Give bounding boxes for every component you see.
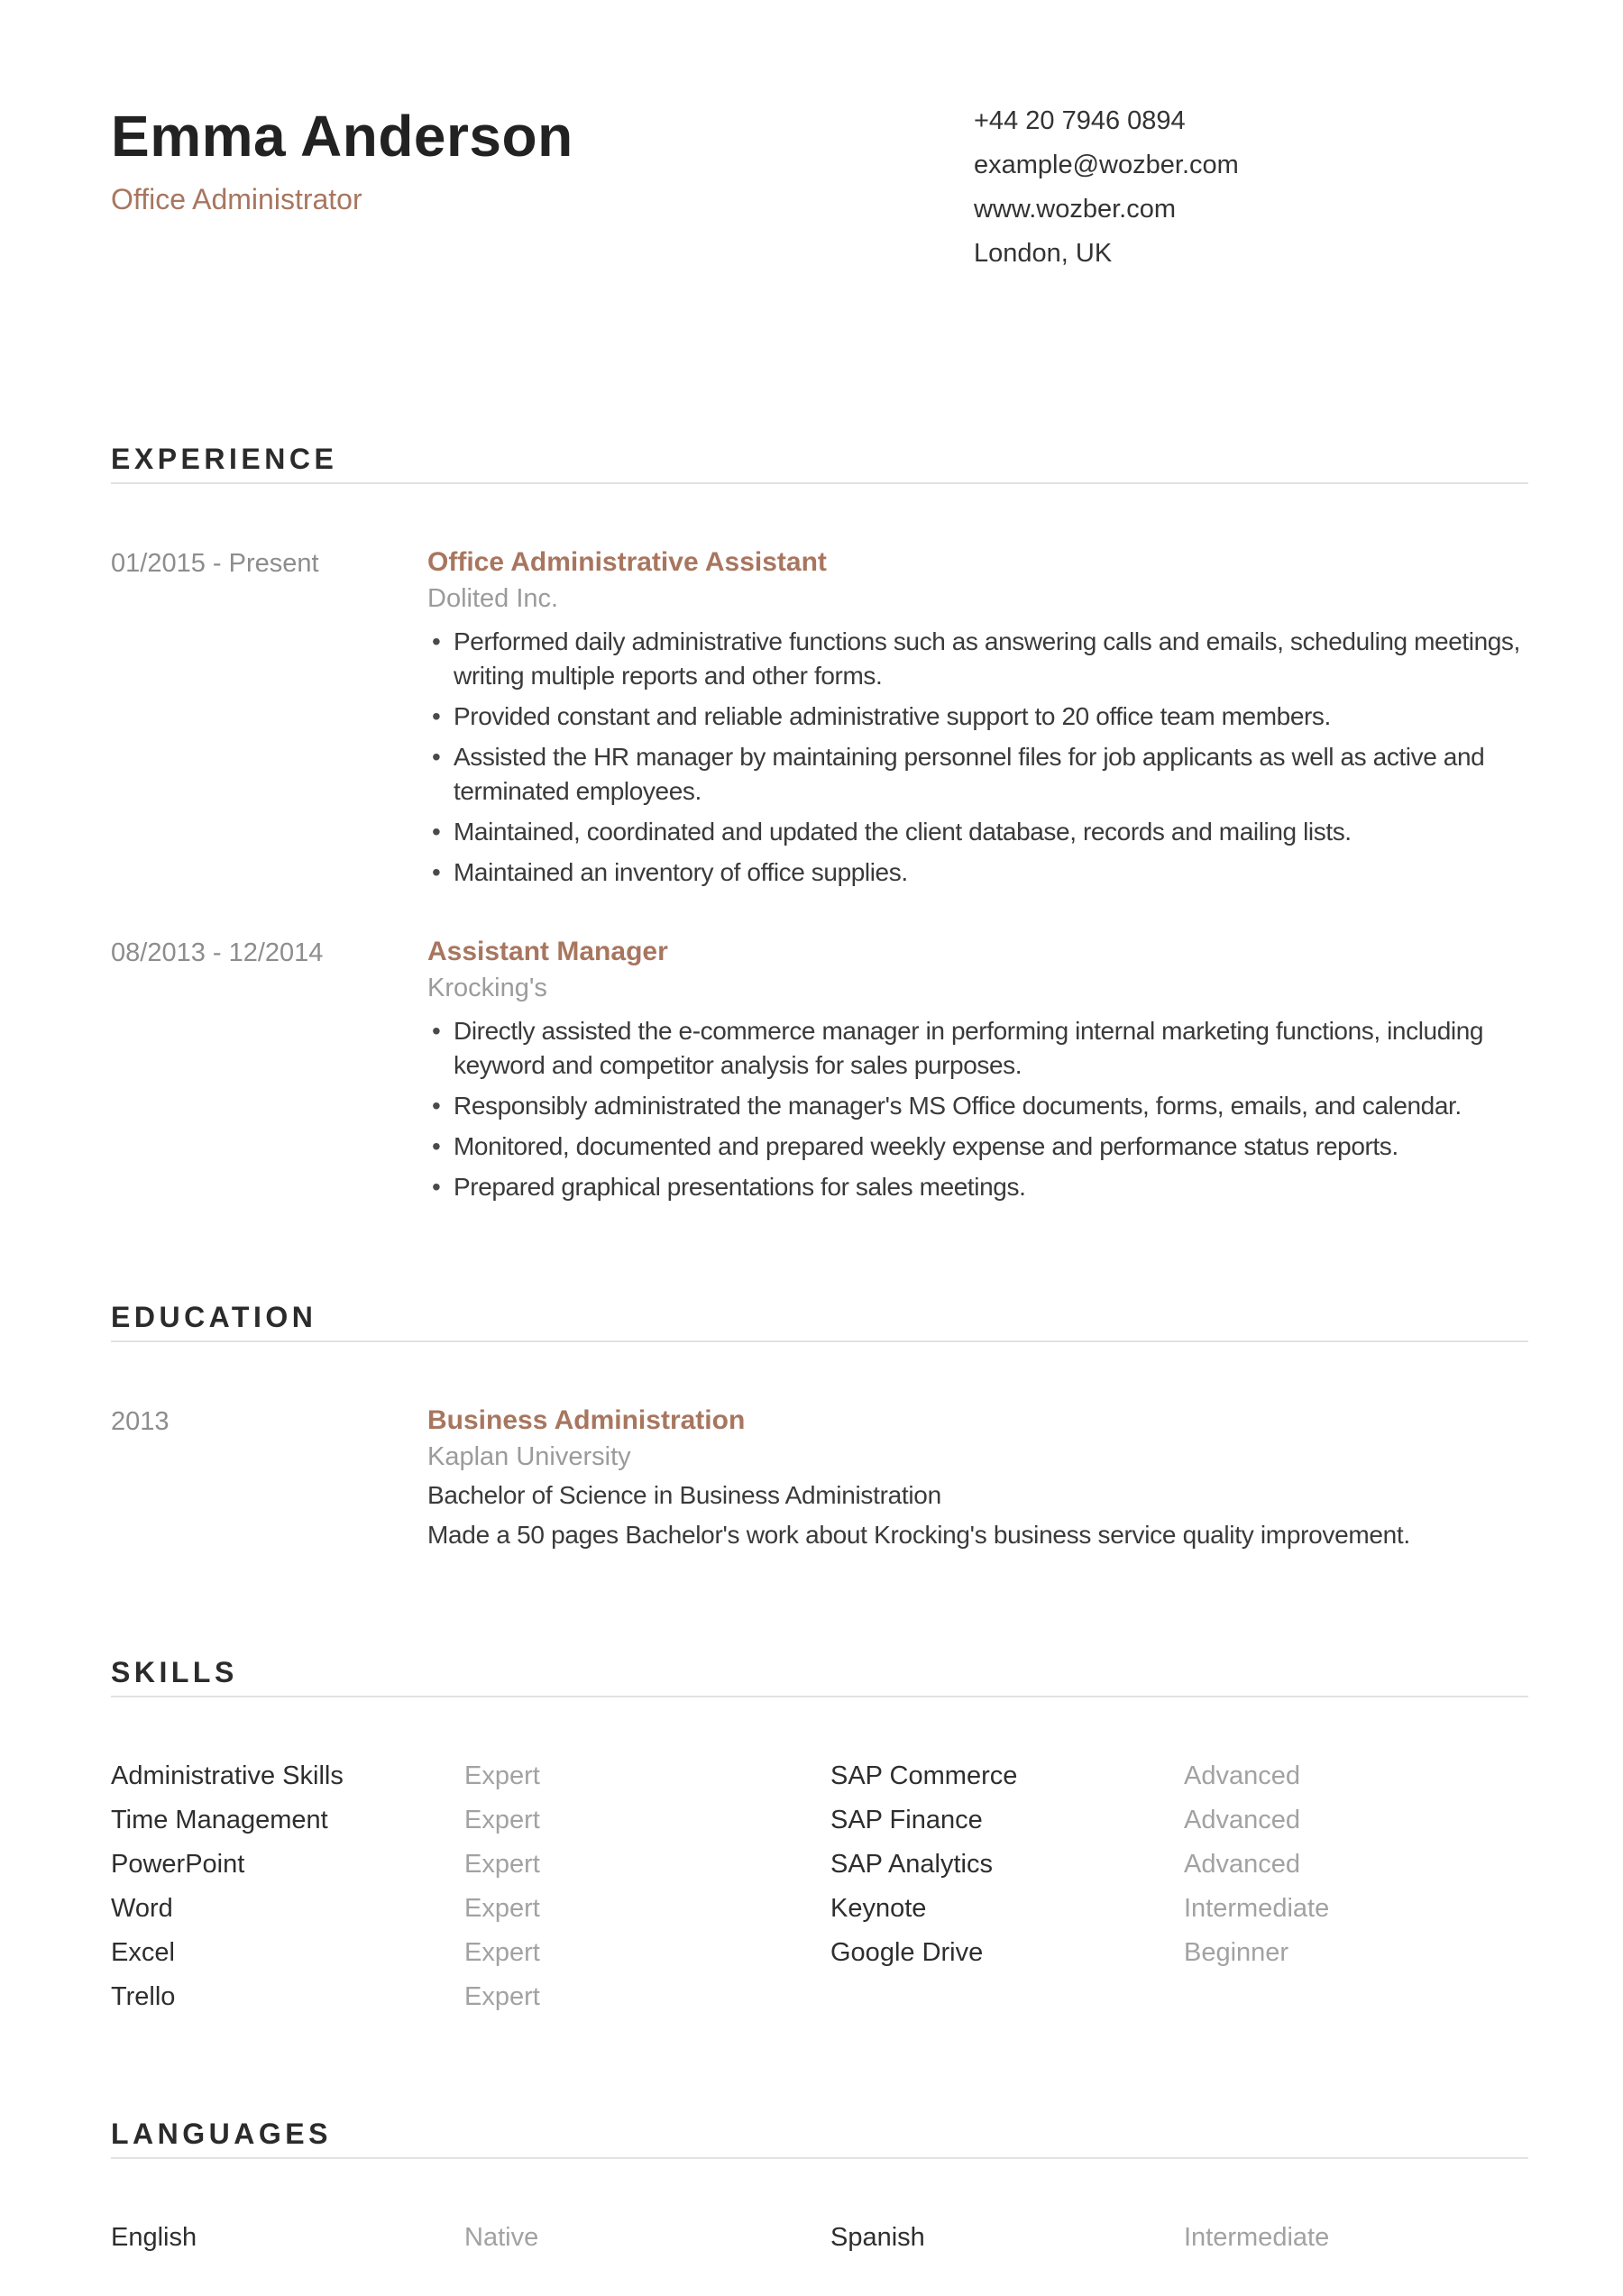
languages-heading: LANGUAGES: [111, 2118, 332, 2151]
skills-heading: SKILLS: [111, 1656, 238, 1689]
contact-location: London, UK: [974, 239, 1113, 268]
section-divider: [111, 2157, 1528, 2159]
entry-bullet: • Monitored, documented and prepared weekly expense and performance status reports.: [427, 1130, 1528, 1164]
resume-header: [111, 0, 1528, 268]
education-heading: EDUCATION: [111, 1301, 317, 1334]
entry-bullet-list: [427, 625, 1528, 890]
skill-level: Beginner: [1184, 1938, 1289, 1968]
person-name: Emma Anderson: [111, 104, 573, 169]
skills-column-1: [111, 1762, 830, 2010]
contact-email: example@wozber.com: [974, 151, 1239, 179]
entry-body: [427, 937, 1528, 1204]
entry-bullet: • Maintained an inventory of office supplies.: [427, 855, 1528, 890]
section-experience: [111, 443, 1528, 1204]
skill-name: SAP Analytics: [830, 1850, 994, 1880]
skills-column-2: [830, 1762, 1528, 2010]
entry-school: Kaplan University: [427, 1442, 631, 1472]
entry-dates: 01/2015 - Present: [111, 549, 319, 579]
skill-name: Google Drive: [830, 1938, 984, 1968]
skill-name: Trello: [111, 1982, 176, 2012]
skill-level: Expert: [464, 1850, 540, 1880]
skills-grid: [111, 1762, 1528, 2010]
section-divider: [111, 482, 1528, 484]
contact-phone: +44 20 7946 0894: [974, 106, 1186, 135]
entry-body: [427, 547, 1528, 890]
skill-name: Administrative Skills: [111, 1761, 344, 1791]
section-divider: [111, 1696, 1528, 1697]
skill-level: Expert: [464, 1894, 540, 1924]
skill-name: Excel: [111, 1938, 175, 1968]
experience-entry: [111, 547, 1528, 890]
section-languages: [111, 2118, 1528, 2251]
experience-heading: EXPERIENCE: [111, 443, 338, 476]
entry-degree: Bachelor of Science in Business Administration: [427, 1481, 941, 1510]
entry-job-title: Office Administrative Assistant: [427, 547, 827, 578]
entry-bullet: • Prepared graphical presentations for sales meetings.: [427, 1170, 1528, 1204]
skill-level: Expert: [464, 1982, 540, 2012]
experience-entry: [111, 937, 1528, 1204]
entry-bullet: • Maintained, coordinated and updated the client database, records and mailing lists.: [427, 815, 1528, 849]
entry-company: Krocking's: [427, 974, 547, 1003]
languages-grid: [111, 2224, 1528, 2251]
skill-name: SAP Finance: [830, 1806, 983, 1835]
entry-body: [427, 1405, 1528, 1551]
skill-name: Word: [111, 1894, 173, 1924]
entry-bullet: • Performed daily administrative functions such as answering calls and emails, scheduling meetings, writing multiple reports and other forms.: [427, 625, 1528, 693]
languages-column-2: [830, 2224, 1528, 2251]
skill-name: SAP Commerce: [830, 1761, 1018, 1791]
section-divider: [111, 1340, 1528, 1342]
person-job-title: Office Administrator: [111, 183, 362, 216]
entry-dates: 08/2013 - 12/2014: [111, 938, 324, 968]
contact-website: www.wozber.com: [974, 195, 1177, 224]
entry-job-title: Assistant Manager: [427, 937, 668, 967]
education-entry: [111, 1405, 1528, 1551]
skill-level: Advanced: [1184, 1761, 1300, 1791]
section-skills: [111, 1656, 1528, 2010]
skill-level: Expert: [464, 1761, 540, 1791]
entry-note: Made a 50 pages Bachelor's work about Krocking's business service quality improvement.: [427, 1521, 1410, 1550]
experience-entries: [111, 547, 1528, 1204]
skill-name: Keynote: [830, 1894, 927, 1924]
language-level: Intermediate: [1184, 2223, 1330, 2253]
section-education: [111, 1301, 1528, 1551]
language-level: Native: [464, 2223, 539, 2253]
skill-level: Advanced: [1184, 1850, 1300, 1880]
skill-level: Intermediate: [1184, 1894, 1330, 1924]
skill-level: Expert: [464, 1806, 540, 1835]
language-name: English: [111, 2223, 197, 2253]
skill-level: Advanced: [1184, 1806, 1300, 1835]
languages-column-1: [111, 2224, 830, 2251]
entry-bullet: • Assisted the HR manager by maintaining personnel files for job applicants as well as active and terminated employees.: [427, 740, 1528, 809]
entry-bullet: • Provided constant and reliable administrative support to 20 office team members.: [427, 700, 1528, 734]
entry-dates: 2013: [111, 1407, 170, 1437]
entry-bullet-list: [427, 1014, 1528, 1204]
entry-company: Dolited Inc.: [427, 584, 559, 614]
language-name: Spanish: [830, 2223, 925, 2253]
entry-program-title: Business Administration: [427, 1405, 746, 1436]
entry-bullet: • Responsibly administrated the manager's MS Office documents, forms, emails, and calendar.: [427, 1089, 1528, 1123]
skill-name: Time Management: [111, 1806, 328, 1835]
skill-level: Expert: [464, 1938, 540, 1968]
education-entries: [111, 1405, 1528, 1551]
skill-name: PowerPoint: [111, 1850, 245, 1880]
entry-bullet: • Directly assisted the e-commerce manager in performing internal marketing functions, including keyword and competitor analysis for sales purposes.: [427, 1014, 1528, 1083]
contact-block: [974, 99, 1239, 276]
